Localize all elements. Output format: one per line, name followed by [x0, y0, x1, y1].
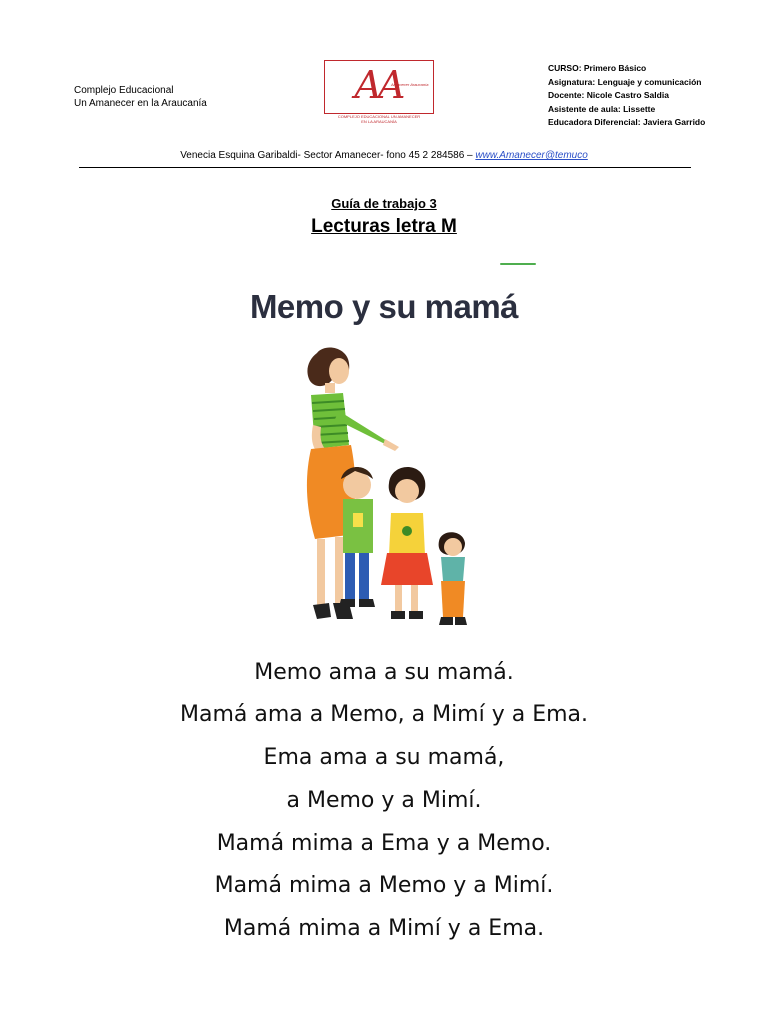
teacher-line: Docente: Nicole Castro Saldia [548, 90, 669, 100]
school-name-line2: Un Amanecer en la Araucanía [74, 98, 207, 109]
address-text: Venecia Esquina Garibaldi- Sector Amanecer- fono 45 2 284586 – [180, 150, 476, 161]
decorative-green-line [500, 263, 536, 265]
guide-label: Guía de trabajo 3 [331, 196, 437, 211]
school-name-line1: Complejo Educacional [74, 85, 174, 96]
boy-figure [339, 467, 375, 607]
special-educator-line: Educadora Diferencial: Javiera Garrido [548, 117, 706, 127]
reading-line: Mamá mima a Memo y a Mimí. [214, 873, 554, 898]
logo-caption-line2: EN LA ARAUCANÍA [361, 119, 397, 124]
logo-side-text: Amanecer Araucanía [391, 82, 429, 87]
school-name [74, 84, 207, 110]
page-title: Lecturas letra M [311, 216, 457, 237]
subject-line: Asignatura: Lenguaje y comunicación [548, 76, 702, 87]
logo-caption-line1: COMPLEJO EDUCACIONAL UN AMANECER [337, 114, 421, 119]
course-line: CURSO: Primero Básico [548, 63, 647, 73]
reading-line: Ema ama a su mamá, [263, 745, 505, 770]
story-title: Memo y su mamá [249, 288, 519, 325]
header-divider [79, 167, 691, 168]
reading-line: a Memo y a Mimí. [286, 788, 482, 813]
school-logo [324, 60, 434, 126]
reading-line: Mamá ama a Memo, a Mimí y a Ema. [179, 702, 589, 727]
reading-line: Mamá mima a Mimí y a Ema. [223, 916, 545, 941]
toddler-figure [439, 532, 467, 625]
logo-monogram: AA [354, 63, 402, 107]
family-illustration [295, 345, 485, 635]
reading-line: Memo ama a su mamá. [254, 660, 514, 685]
address-link[interactable]: www.Amanecer@temuco [475, 150, 588, 161]
girl-figure [381, 467, 433, 619]
reading-line: Mamá mima a Ema y a Memo. [216, 831, 552, 856]
logo-caption [324, 114, 434, 124]
assistant-line: Asistente de aula: Lissette [548, 103, 656, 114]
address-line [0, 150, 768, 161]
course-info [548, 62, 705, 130]
